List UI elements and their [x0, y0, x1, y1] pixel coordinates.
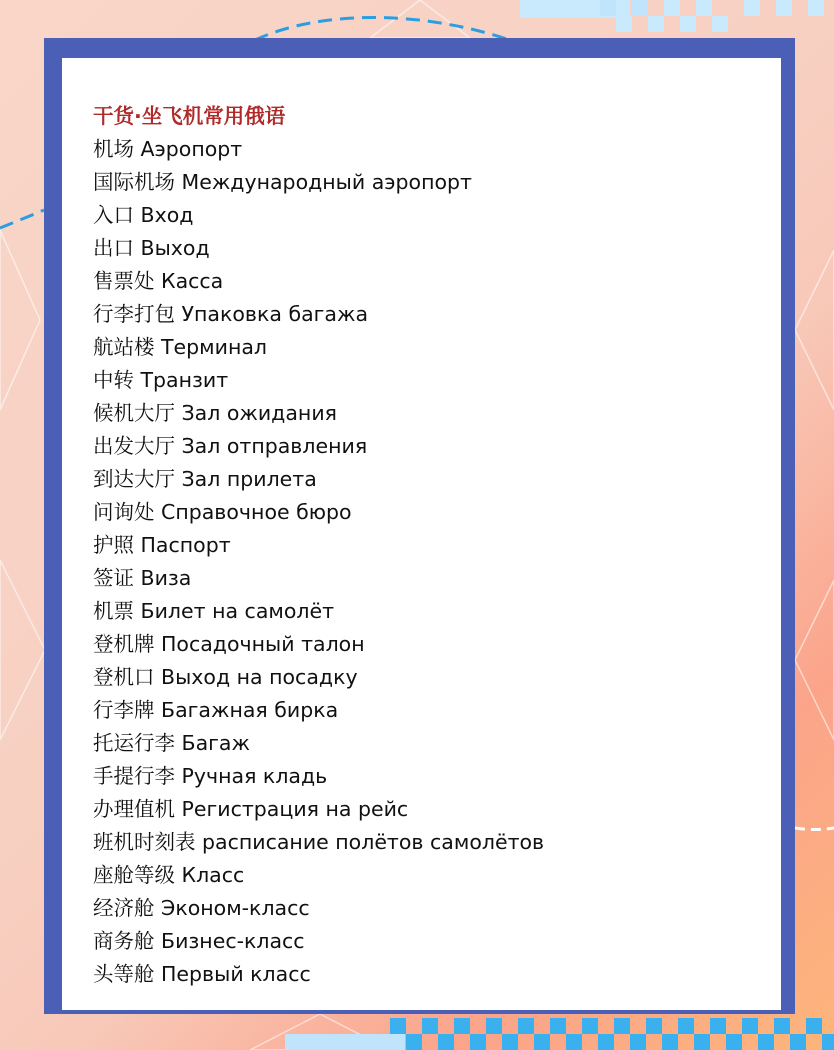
list-item: 国际机场 Международный аэропорт: [93, 170, 472, 194]
list-item: 出口 Выход: [93, 236, 210, 260]
list-item: 托运行李 Багаж: [93, 731, 250, 755]
phrase-list: [93, 100, 753, 991]
list-item: 售票处 Касса: [93, 269, 224, 293]
list-item: 航站楼 Терминал: [93, 335, 268, 359]
page-title: 干货·坐飞机常用俄语: [93, 104, 286, 128]
list-item: 头等舱 Первый класс: [93, 962, 311, 986]
list-item: 问询处 Справочное бюро: [93, 500, 352, 524]
list-item: 护照 Паспорт: [93, 533, 231, 557]
list-item: 经济舱 Эконом-класс: [93, 896, 310, 920]
list-item: 登机牌 Посадочный талон: [93, 632, 365, 656]
list-item: 商务舱 Бизнес-класс: [93, 929, 305, 953]
list-item: 机票 Билет на самолёт: [93, 599, 335, 623]
list-item: 手提行李 Ручная кладь: [93, 764, 328, 788]
list-item: 中转 Транзит: [93, 368, 229, 392]
list-item: 签证 Виза: [93, 566, 192, 590]
list-item: 登机口 Выход на посадку: [93, 665, 358, 689]
list-item: 入口 Вход: [93, 203, 194, 227]
list-item: 座舱等级 Класс: [93, 863, 245, 887]
list-item: 出发大厅 Зал отправления: [93, 434, 368, 458]
list-item: 行李牌 Багажная бирка: [93, 698, 339, 722]
list-item: 候机大厅 Зал ожидания: [93, 401, 337, 425]
list-item: 到达大厅 Зал прилета: [93, 467, 317, 491]
list-item: 办理值机 Регистрация на рейс: [93, 797, 409, 821]
list-item: 机场 Аэропорт: [93, 137, 243, 161]
list-item: 班机时刻表 расписание полётов самолётов: [93, 830, 545, 854]
list-item: 行李打包 Упаковка багажа: [93, 302, 369, 326]
